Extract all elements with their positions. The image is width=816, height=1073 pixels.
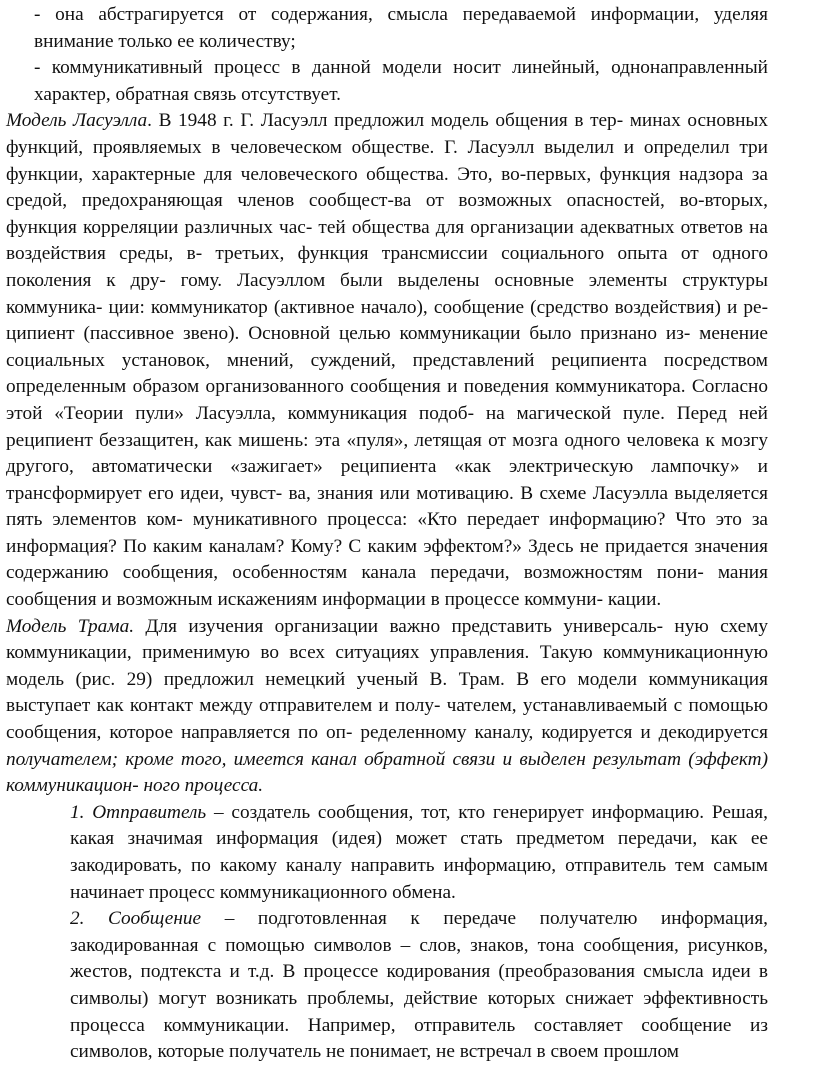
message-term: 2. Сообщение bbox=[70, 908, 202, 930]
paragraph-lasswell-model bbox=[6, 108, 768, 613]
paragraph-dash-2: - коммуникативный процесс в данной модели носит линейный, однонаправленный характер, обратная связь отсутствует. bbox=[34, 57, 768, 105]
tram-model-italic-tail: получателем; кроме того, имеется канал обратной связи и выделен результат (эффект) коммуникацион- ного процесса. bbox=[6, 748, 768, 797]
sender-term: 1. Отправитель bbox=[70, 801, 207, 823]
lasswell-model-title: Модель Ласуэлла bbox=[6, 110, 148, 132]
sender-text: – создатель сообщения, тот, кто генерирует информацию. Решая, какая значимая информация (идея) может стать предметом передачи, как ее закодировать, по какому каналу направить информацию, отправитель тем самым начинает процесс коммуникационного обмена. bbox=[70, 801, 768, 903]
paragraph-tram-model bbox=[6, 614, 768, 800]
paragraph-dash-1: - она абстрагируется от содержания, смысла передаваемой информации, уделяя внимание только ее количеству; bbox=[34, 4, 768, 52]
lasswell-model-text: . В 1948 г. Г. Ласуэлл предложил модель общения в тер- минах основных функций, проявляемых в человеческом обществе. Г. Ласуэлл выделил и определил три функции, характерные для человеческого общества. Это, во-первых, функция надзора за средой, предохраняющая членов сообщест-ва от возможных опасностей, во-вторых, функция корреляции различных час- тей общества для организации адекватных ответов на воздействия среды, в- третьих, функция трансмиссии социального опыта от одного поколения к дру- гому. Ласуэллом были выделены основные элементы структуры коммуника- ции: коммуникатор (активное начало), сообщение (средство воздействия) и ре- ципиент (пассивное звено). Основной целью коммуникации было признано из- менение социальных установок, мнений, суждений, представлений реципиента посредством определенным образом организованного сообщения и поведения коммуникатора. Согласно этой «Теории пули» Ласуэлла, коммуникация подоб- на магической пуле. Перед ней реципиент беззащитен, как мишень: эта «пуля», летящая от мозга одного человека к мозгу другого, автоматически «зажигает» реципиента «как электрическую лампочку» и трансформирует его идеи, чувст- ва, знания или мотивацию. В схеме Ласуэлла выделяется пять элементов ком- муникативного процесса: «Кто передает информацию? Что это за информация? По каким каналам? Кому? С каким эффектом?» Здесь не придается значения содержанию сообщения, особенностям канала передачи, возможностям пони- мания сообщения и возможным искажениям информации в процессе коммуни- кации. bbox=[6, 110, 768, 611]
tram-model-text: Для изучения организации важно представить универсаль- ную схему коммуникации, применимую во всех ситуациях управления. Такую коммуникационную модель (рис. 29) предложил немецкий ученый В. Трам. В его модели коммуникация выступает как контакт между отправителем и полу- чателем, устанавливаемый с помощью сообщения, которое направляется по оп- ределенному каналу, кодируется и декодируется bbox=[6, 615, 768, 744]
list-item-sender bbox=[6, 800, 768, 906]
message-text: – подготовленная к передаче получателю информация, закодированная с помощью символов – слов, знаков, тона сообщения, рисунков, жестов, подтекста и т.д. В процессе кодирования (преобразования смысла идеи в символы) могут возникать проблемы, действие которых снижает эффективность процесса коммуникации. Например, отправитель составляет сообщение из символов, которые получатель не понимает, не встречал в своем прошлом bbox=[70, 908, 769, 1063]
tram-model-title: Модель Трама. bbox=[6, 615, 135, 637]
list-item-message bbox=[6, 906, 768, 1066]
